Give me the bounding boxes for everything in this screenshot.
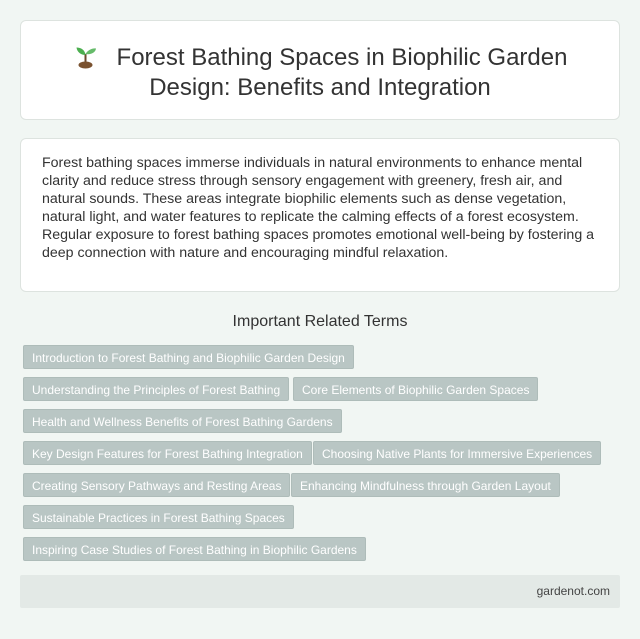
- related-term-link[interactable]: Introduction to Forest Bathing and Biophilic Garden Design: [23, 345, 354, 369]
- footer: [20, 575, 620, 608]
- page-title: [21, 43, 619, 103]
- related-term-link[interactable]: Key Design Features for Forest Bathing Integration: [23, 441, 312, 465]
- page-title-text: Forest Bathing Spaces in Biophilic Garden Design: Benefits and Integration: [116, 44, 568, 101]
- related-term-link[interactable]: Understanding the Principles of Forest Bathing: [23, 377, 289, 401]
- footer-site-link[interactable]: gardenot.com: [536, 584, 610, 598]
- related-terms-heading: Important Related Terms: [232, 313, 408, 330]
- related-term-link[interactable]: Sustainable Practices in Forest Bathing Spaces: [23, 505, 294, 529]
- related-term-link[interactable]: Choosing Native Plants for Immersive Experiences: [313, 441, 601, 465]
- description-text: Forest bathing spaces immerse individuals in natural environments to enhance mental clarity and reduce stress through sensory engagement with greenery, fresh air, and natural sounds. These areas integrate biophilic elements such as dense vegetation, natural light, and water features to replicate the calming effects of a forest ecosystem. Regular exposure to forest bathing spaces promotes emotional well-being by fostering a deep connection with nature and encouraging mindful relaxation.: [42, 155, 595, 261]
- sprout-icon: [73, 43, 99, 69]
- related-term-link[interactable]: Inspiring Case Studies of Forest Bathing in Biophilic Gardens: [23, 537, 366, 561]
- related-term-link[interactable]: Enhancing Mindfulness through Garden Layout: [291, 473, 560, 497]
- title-card: [20, 20, 620, 120]
- related-term-link[interactable]: Core Elements of Biophilic Garden Spaces: [293, 377, 538, 401]
- description-card: [20, 138, 620, 292]
- related-term-link[interactable]: Health and Wellness Benefits of Forest Bathing Gardens: [23, 409, 342, 433]
- related-term-link[interactable]: Creating Sensory Pathways and Resting Areas: [23, 473, 290, 497]
